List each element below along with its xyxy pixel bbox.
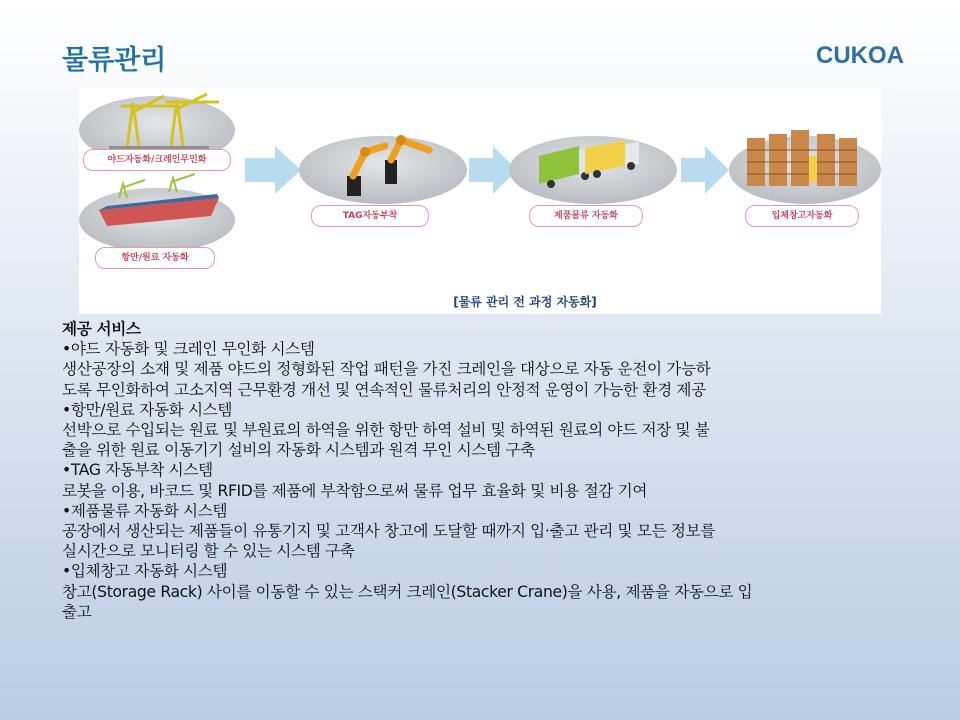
storage-rack-icon — [747, 130, 857, 186]
section-heading: 제공 서비스 — [62, 320, 141, 338]
paragraph-line: 창고(Storage Rack) 사이를 이동할 수 있는 스택커 크레인(Stacker Crane)을 사용, 제품을 자동으로 입 — [62, 582, 753, 601]
stage-label: 제품물류 자동화 — [529, 205, 643, 227]
figure-illustration — [79, 88, 881, 314]
paragraph-line: 로봇을 이용, 바코드 및 RFID를 제품에 부착함으로써 물류 업무 효율화 및 비용 절감 기여 — [62, 481, 648, 500]
service-description — [62, 319, 912, 622]
paragraph-line: 출고 — [62, 602, 92, 621]
figure-caption: [물류 관리 전 과정 자동화] — [453, 295, 597, 309]
automated-warehouse-platform — [729, 130, 881, 204]
logistics-automation-figure — [79, 88, 881, 314]
brand-logo-text: CUKOA — [816, 42, 904, 69]
slide-title: 물류관리 — [62, 45, 167, 76]
bullet-item: •야드 자동화 및 크레인 무인화 시스템 — [62, 340, 315, 359]
stage-label: 항만/원료 자동화 — [95, 247, 215, 269]
port-ship-platform — [79, 174, 235, 252]
paragraph-line: 실시간으로 모니터링 할 수 있는 시스템 구축 — [62, 542, 355, 561]
bullet-item: •제품물류 자동화 시스템 — [62, 501, 228, 520]
bullet-item: •항만/원료 자동화 시스템 — [62, 400, 233, 419]
paragraph-line: 도록 무인화하여 고소지역 근무환경 개선 및 연속적인 물류처리의 안정적 운영이 가능한 환경 제공 — [62, 380, 706, 399]
product-logistics-platform — [509, 136, 677, 204]
paragraph-line: 선박으로 수입되는 원료 및 부원료의 하역을 위한 항만 하역 설비 및 하역된 원료의 야드 저장 및 불 — [62, 421, 710, 440]
arrow-icon — [245, 146, 301, 194]
bullet-item: •TAG 자동부착 시스템 — [62, 461, 213, 480]
bullet-item: •입체창고 자동화 시스템 — [62, 562, 228, 581]
paragraph-line: 공장에서 생산되는 제품들이 유통기지 및 고객사 창고에 도달할 때까지 입·출고 관리 및 모든 정보를 — [62, 522, 716, 541]
arrow-icon — [681, 146, 729, 194]
paragraph-line: 출을 위한 원료 이동기기 설비의 자동화 시스템과 원격 무인 시스템 구축 — [62, 441, 535, 460]
tag-robot-platform — [299, 135, 467, 204]
stage-label: TAG자동부착 — [311, 205, 429, 227]
stage-label: 야드자동화/크레인무인화 — [83, 149, 231, 171]
stacker-crane-icon — [809, 156, 817, 182]
stage-label: 입체창고자동화 — [745, 205, 859, 227]
paragraph-line: 생산공장의 소재 및 제품 야드의 정형화된 작업 패턴을 가진 크레인을 대상으로 자동 운전이 가능하 — [62, 360, 711, 379]
